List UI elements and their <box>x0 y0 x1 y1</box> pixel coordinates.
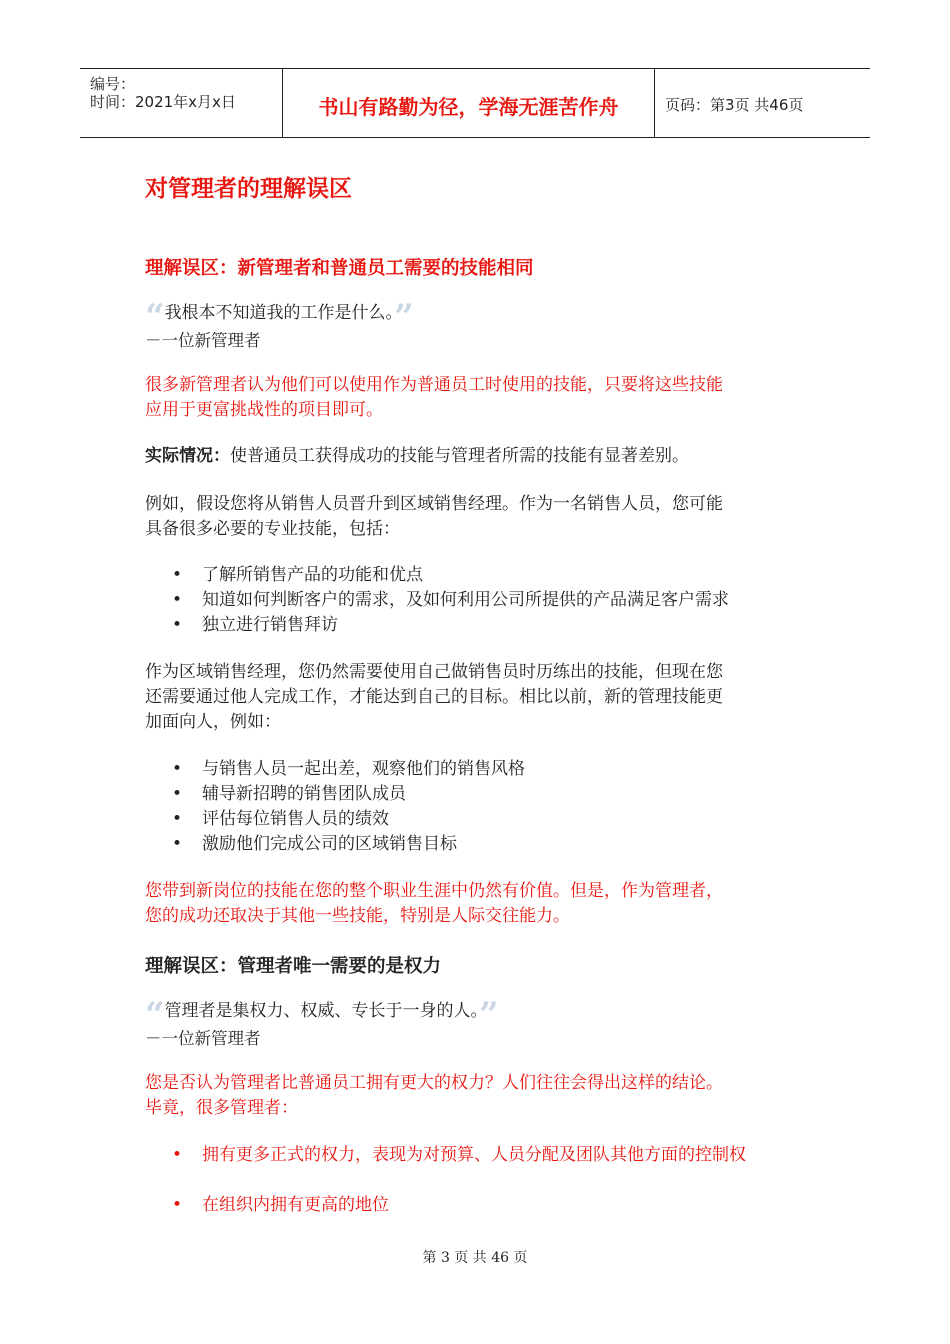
bullet-icon: • <box>172 759 183 779</box>
bullet-icon: • <box>172 809 183 829</box>
header-info-cell <box>80 69 283 137</box>
section1-quote-source: －一位新管理者 <box>145 331 261 350</box>
bullet-icon: • <box>172 1195 183 1215</box>
manager-line: 加面向人，例如： <box>145 712 281 732</box>
header-page-label: 页码：第3页 共46页 <box>665 96 804 114</box>
reality-label: 实际情况： <box>145 446 230 466</box>
list-item-text: 独立进行销售拜访 <box>202 615 338 635</box>
open-quote-icon: “ <box>145 297 165 337</box>
section2-intro-line: 毕竟，很多管理者： <box>145 1098 298 1118</box>
list-item-text: 评估每位销售人员的绩效 <box>202 809 389 829</box>
reality-text: 使普通员工获得成功的技能与管理者所需的技能有显著差别。 <box>230 446 689 466</box>
example-line: 具备很多必要的专业技能，包括： <box>145 519 400 539</box>
section1-intro-line: 应用于更富挑战性的项目即可。 <box>145 400 383 420</box>
list-item-text: 激励他们完成公司的区域销售目标 <box>202 834 457 854</box>
close-quote-icon: ” <box>479 995 499 1035</box>
section2-quote-source: －一位新管理者 <box>145 1029 261 1048</box>
closing-line: 您带到新岗位的技能在您的整个职业生涯中仍然有价值。但是，作为管理者， <box>145 881 723 901</box>
document-number-label: 编号： <box>90 75 136 93</box>
bullet-icon: • <box>172 834 183 854</box>
section1-manager-paragraph <box>145 660 815 735</box>
section2-quote <box>145 995 499 1035</box>
section1-heading: 理解误区：新管理者和普通员工需要的技能相同 <box>145 258 534 279</box>
section2-intro-line: 您是否认为管理者比普通员工拥有更大的权力？人们往往会得出这样的结论。 <box>145 1073 723 1093</box>
page-footer: 第 3 页 共 46 页 <box>422 1250 528 1266</box>
manager-line: 还需要通过他人完成工作，才能达到自己的目标。相比以前，新的管理技能更 <box>145 687 723 707</box>
page-title: 对管理者的理解误区 <box>145 176 352 202</box>
section2-heading: 理解误区：管理者唯一需要的是权力 <box>145 956 442 977</box>
closing-line: 您的成功还取决于其他一些技能，特别是人际交往能力。 <box>145 906 570 926</box>
section1-reality <box>145 444 815 469</box>
bullet-icon: • <box>172 784 183 804</box>
section1-intro-line: 很多新管理者认为他们可以使用作为普通员工时使用的技能，只要将这些技能 <box>145 375 723 395</box>
document-date-label: 时间：2021年x月x日 <box>90 93 236 111</box>
close-quote-icon: ” <box>394 297 414 337</box>
section1-quote-text: 我根本不知道我的工作是什么。 <box>164 303 395 323</box>
section1-closing <box>145 879 815 929</box>
section1-quote <box>145 297 414 337</box>
section2-quote-text: 管理者是集权力、权威、专长于一身的人。 <box>164 1001 480 1021</box>
section2-intro <box>145 1071 815 1121</box>
section1-example <box>145 492 815 542</box>
bullet-icon: • <box>172 1145 183 1165</box>
header-page-cell <box>655 69 870 137</box>
header-motto: 书山有路勤为径，学海无涯苦作舟 <box>318 95 619 119</box>
section1-intro <box>145 373 815 423</box>
manager-line: 作为区域销售经理，您仍然需要使用自己做销售员时历练出的技能，但现在您 <box>145 662 723 682</box>
bullet-icon: • <box>172 615 183 635</box>
header-motto-cell <box>283 69 655 137</box>
open-quote-icon: “ <box>145 995 165 1035</box>
list-item-text: 了解所销售产品的功能和优点 <box>202 565 423 585</box>
example-line: 例如，假设您将从销售人员晋升到区域销售经理。作为一名销售人员，您可能 <box>145 494 723 514</box>
list-item-text: 拥有更多正式的权力，表现为对预算、人员分配及团队其他方面的控制权 <box>202 1145 746 1165</box>
document-header <box>80 68 870 138</box>
list-item-text: 与销售人员一起出差，观察他们的销售风格 <box>202 759 525 779</box>
bullet-icon: • <box>172 590 183 610</box>
list-item-text: 在组织内拥有更高的地位 <box>202 1195 389 1215</box>
bullet-icon: • <box>172 565 183 585</box>
list-item-text: 知道如何判断客户的需求，及如何利用公司所提供的产品满足客户需求 <box>202 590 729 610</box>
list-item-text: 辅导新招聘的销售团队成员 <box>202 784 406 804</box>
